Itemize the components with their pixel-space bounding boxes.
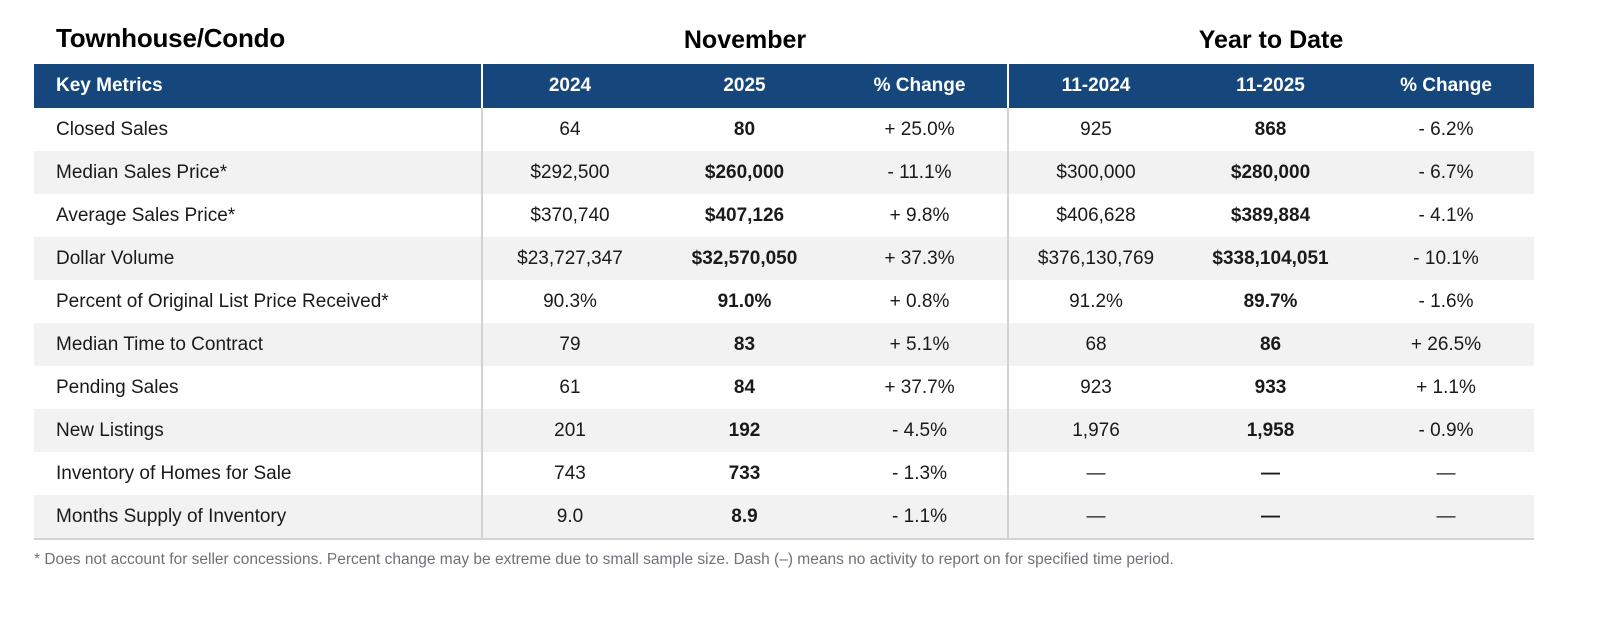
cell-ytd-prior: 923 — [1008, 366, 1183, 409]
cell-nov-change: + 37.7% — [832, 366, 1008, 409]
row-label: Inventory of Homes for Sale — [34, 452, 482, 495]
column-header-nov-2025: 2025 — [657, 64, 832, 108]
cell-nov-change: - 1.3% — [832, 452, 1008, 495]
cell-ytd-prior: $300,000 — [1008, 151, 1183, 194]
table-row — [34, 194, 1534, 237]
table-row — [34, 280, 1534, 323]
cell-nov-prior: $23,727,347 — [482, 237, 657, 280]
group-header-year-to-date: Year to Date — [1008, 14, 1534, 64]
column-header-ytd-change: % Change — [1358, 64, 1534, 108]
cell-nov-current: 84 — [657, 366, 832, 409]
cell-ytd-current: 1,958 — [1183, 409, 1358, 452]
page-title: Townhouse/Condo — [56, 23, 286, 53]
cell-nov-prior: 9.0 — [482, 495, 657, 538]
column-header-nov-change: % Change — [832, 64, 1008, 108]
cell-nov-change: - 1.1% — [832, 495, 1008, 538]
cell-nov-current: 733 — [657, 452, 832, 495]
cell-ytd-current: 86 — [1183, 323, 1358, 366]
cell-nov-prior: 201 — [482, 409, 657, 452]
group-header-november: November — [482, 14, 1008, 64]
table-row — [34, 151, 1534, 194]
column-header-ytd-11-2025: 11-2025 — [1183, 64, 1358, 108]
group-header-row — [34, 14, 1534, 64]
cell-ytd-prior: — — [1008, 452, 1183, 495]
column-header-key-metrics: Key Metrics — [34, 64, 482, 108]
cell-ytd-current: — — [1183, 452, 1358, 495]
cell-ytd-change: — — [1358, 452, 1534, 495]
section-title-cell — [34, 14, 482, 64]
cell-ytd-current: 868 — [1183, 108, 1358, 151]
cell-nov-prior: $292,500 — [482, 151, 657, 194]
cell-ytd-prior: $406,628 — [1008, 194, 1183, 237]
cell-nov-change: + 9.8% — [832, 194, 1008, 237]
cell-ytd-current: $338,104,051 — [1183, 237, 1358, 280]
cell-ytd-change: - 6.7% — [1358, 151, 1534, 194]
table-row — [34, 495, 1534, 538]
cell-ytd-current: $280,000 — [1183, 151, 1358, 194]
cell-ytd-change: - 1.6% — [1358, 280, 1534, 323]
table-row — [34, 366, 1534, 409]
column-header-row — [34, 64, 1534, 108]
row-label: Dollar Volume — [34, 237, 482, 280]
cell-ytd-current: 933 — [1183, 366, 1358, 409]
cell-ytd-change: - 4.1% — [1358, 194, 1534, 237]
cell-nov-prior: 61 — [482, 366, 657, 409]
cell-nov-change: + 0.8% — [832, 280, 1008, 323]
cell-nov-current: $260,000 — [657, 151, 832, 194]
cell-nov-current: $407,126 — [657, 194, 832, 237]
cell-nov-prior: 90.3% — [482, 280, 657, 323]
table-bottom-divider — [34, 538, 1534, 540]
market-metrics-table — [34, 14, 1534, 538]
cell-nov-prior: $370,740 — [482, 194, 657, 237]
cell-ytd-change: - 10.1% — [1358, 237, 1534, 280]
cell-nov-prior: 79 — [482, 323, 657, 366]
table-row — [34, 409, 1534, 452]
cell-ytd-change: — — [1358, 495, 1534, 538]
cell-ytd-current: 89.7% — [1183, 280, 1358, 323]
cell-nov-prior: 743 — [482, 452, 657, 495]
row-label: Median Time to Contract — [34, 323, 482, 366]
row-label: Pending Sales — [34, 366, 482, 409]
cell-ytd-prior: 68 — [1008, 323, 1183, 366]
report-sheet — [0, 14, 1598, 617]
row-label: Average Sales Price* — [34, 194, 482, 237]
footnote: * Does not account for seller concessions. Percent change may be extreme due to small sample size. Dash (–) means no activity to report on for specified time period. — [34, 551, 1174, 568]
row-label: Closed Sales — [34, 108, 482, 151]
row-label: Percent of Original List Price Received* — [34, 280, 482, 323]
row-label: New Listings — [34, 409, 482, 452]
cell-nov-current: 80 — [657, 108, 832, 151]
cell-nov-prior: 64 — [482, 108, 657, 151]
cell-ytd-current: $389,884 — [1183, 194, 1358, 237]
cell-nov-change: - 11.1% — [832, 151, 1008, 194]
table-body — [34, 108, 1534, 538]
cell-nov-current: 83 — [657, 323, 832, 366]
cell-ytd-prior: 91.2% — [1008, 280, 1183, 323]
row-label: Months Supply of Inventory — [34, 495, 482, 538]
cell-ytd-change: - 0.9% — [1358, 409, 1534, 452]
table-row — [34, 237, 1534, 280]
table-row — [34, 323, 1534, 366]
cell-ytd-prior: — — [1008, 495, 1183, 538]
cell-nov-current: 192 — [657, 409, 832, 452]
cell-nov-change: - 4.5% — [832, 409, 1008, 452]
column-header-nov-2024: 2024 — [482, 64, 657, 108]
cell-ytd-change: + 1.1% — [1358, 366, 1534, 409]
column-header-ytd-11-2024: 11-2024 — [1008, 64, 1183, 108]
row-label: Median Sales Price* — [34, 151, 482, 194]
cell-nov-change: + 25.0% — [832, 108, 1008, 151]
cell-nov-current: $32,570,050 — [657, 237, 832, 280]
cell-ytd-prior: $376,130,769 — [1008, 237, 1183, 280]
cell-ytd-current: — — [1183, 495, 1358, 538]
cell-nov-current: 8.9 — [657, 495, 832, 538]
cell-nov-change: + 5.1% — [832, 323, 1008, 366]
table-row — [34, 108, 1534, 151]
cell-ytd-change: + 26.5% — [1358, 323, 1534, 366]
cell-nov-change: + 37.3% — [832, 237, 1008, 280]
cell-ytd-prior: 925 — [1008, 108, 1183, 151]
cell-ytd-change: - 6.2% — [1358, 108, 1534, 151]
table-row — [34, 452, 1534, 495]
cell-ytd-prior: 1,976 — [1008, 409, 1183, 452]
cell-nov-current: 91.0% — [657, 280, 832, 323]
